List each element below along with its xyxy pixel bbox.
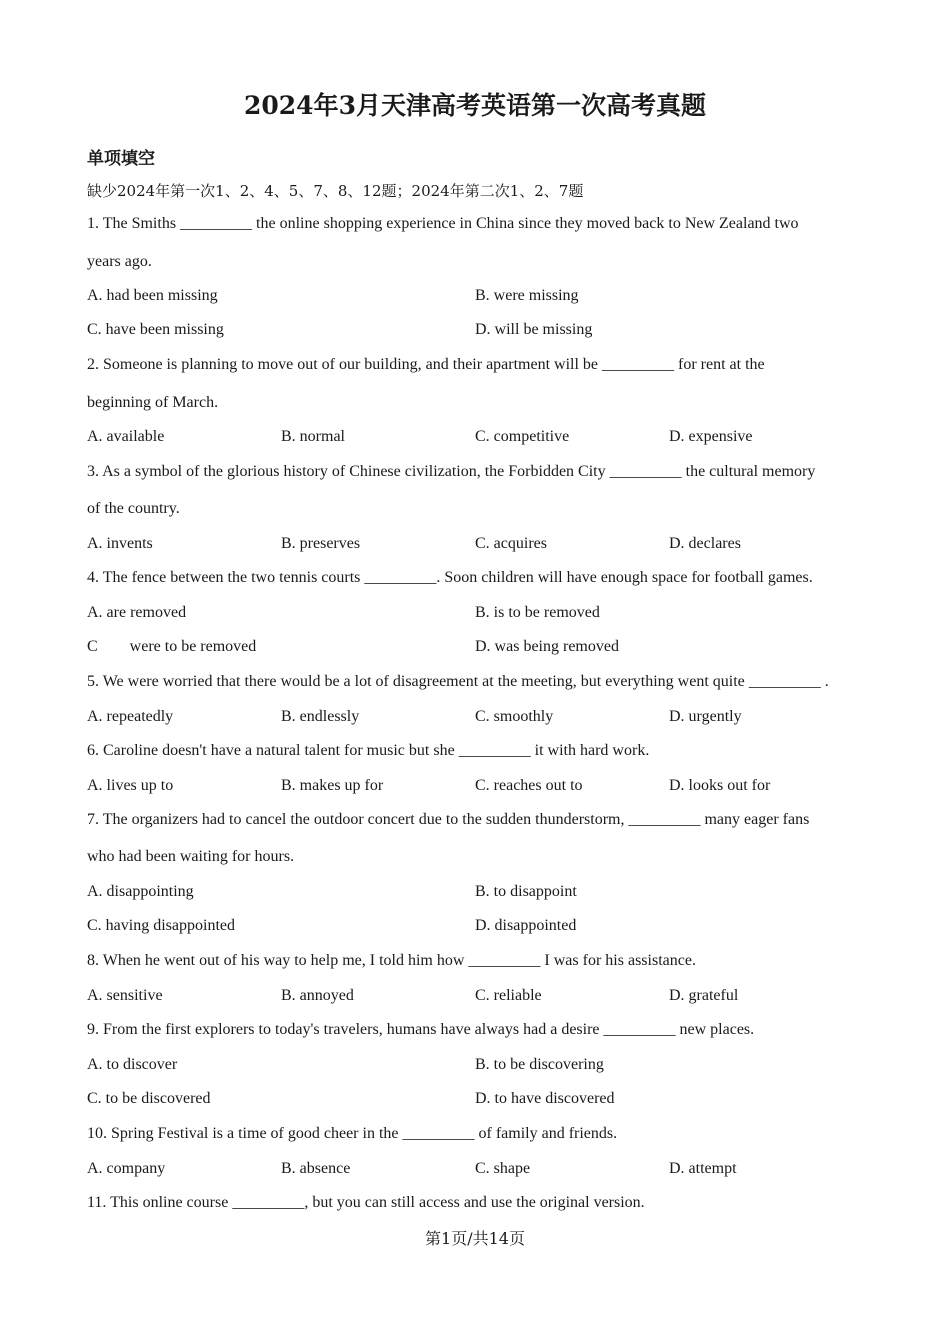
question-4-line-1: 4. The fence between the two tennis courts _________. Soon children will have enough space for football games.	[87, 569, 813, 586]
question-3-option-a: A. invents	[87, 535, 153, 552]
question-4-option-c: C were to be removed	[87, 638, 257, 655]
question-7-option-d: D. disappointed	[475, 917, 577, 934]
question-1-option-c: C. have been missing	[87, 321, 224, 338]
question-1-line-2: years ago.	[87, 253, 152, 270]
question-10-option-b: B. absence	[281, 1160, 351, 1177]
question-6-option-a: A. lives up to	[87, 777, 174, 794]
question-3-option-b: B. preserves	[281, 535, 361, 552]
question-3-line-1: 3. As a symbol of the glorious history of Chinese civilization, the Forbidden City _________ the cultural memory	[87, 463, 816, 480]
question-2-option-c: C. competitive	[475, 428, 570, 445]
question-11-line-1: 11. This online course _________, but you can still access and use the original version.	[87, 1194, 645, 1211]
question-8-option-a: A. sensitive	[87, 987, 163, 1004]
page-footer: 第1页/共14页	[425, 1229, 525, 1248]
question-6-line-1: 6. Caroline doesn't have a natural talent for music but she _________ it with hard work.	[87, 742, 650, 759]
question-8-line-1: 8. When he went out of his way to help me, I told him how _________ I was for his assistance.	[87, 952, 696, 969]
question-10-option-c: C. shape	[475, 1160, 531, 1177]
question-5-line-1: 5. We were worried that there would be a lot of disagreement at the meeting, but everything went quite _________ .	[87, 673, 829, 690]
section-heading: 单项填空	[87, 149, 155, 169]
question-10-option-a: A. company	[87, 1160, 166, 1177]
question-3-option-d: D. declares	[669, 535, 741, 552]
question-2-option-b: B. normal	[281, 428, 345, 445]
question-3-line-2: of the country.	[87, 500, 180, 517]
question-4-option-a: A. are removed	[87, 604, 187, 621]
question-1-option-b: B. were missing	[475, 287, 579, 304]
question-5-option-a: A. repeatedly	[87, 708, 174, 725]
question-2-line-2: beginning of March.	[87, 394, 219, 411]
question-9-option-d: D. to have discovered	[475, 1090, 615, 1107]
question-2-line-1: 2. Someone is planning to move out of our building, and their apartment will be _________ for rent at the	[87, 356, 765, 373]
question-8-option-c: C. reliable	[475, 987, 542, 1004]
question-7-option-a: A. disappointing	[87, 883, 194, 900]
question-8-option-d: D. grateful	[669, 987, 739, 1004]
question-4-option-d: D. was being removed	[475, 638, 619, 655]
question-8-option-b: B. annoyed	[281, 987, 354, 1004]
question-9-option-a: A. to discover	[87, 1056, 178, 1073]
question-2-option-d: D. expensive	[669, 428, 753, 445]
page-title: 2024年3月天津高考英语第一次高考真题	[244, 91, 706, 120]
question-9-option-b: B. to be discovering	[475, 1056, 604, 1073]
missing-note: 缺少2024年第一次1、2、4、5、7、8、12题；2024年第二次1、2、7题	[87, 182, 584, 200]
question-6-option-c: C. reaches out to	[475, 777, 583, 794]
question-10-option-d: D. attempt	[669, 1160, 737, 1177]
question-2-option-a: A. available	[87, 428, 165, 445]
question-7-option-b: B. to disappoint	[475, 883, 577, 900]
question-6-option-d: D. looks out for	[669, 777, 771, 794]
question-1-option-d: D. will be missing	[475, 321, 593, 338]
question-7-option-c: C. having disappointed	[87, 917, 235, 934]
question-7-line-1: 7. The organizers had to cancel the outdoor concert due to the sudden thunderstorm, _________ many eager fans	[87, 811, 810, 828]
question-9-option-c: C. to be discovered	[87, 1090, 211, 1107]
question-9-line-1: 9. From the first explorers to today's travelers, humans have always had a desire _________ new places.	[87, 1021, 755, 1038]
question-6-option-b: B. makes up for	[281, 777, 384, 794]
question-1-line-1: 1. The Smiths _________ the online shopping experience in China since they moved back to New Zealand two	[87, 215, 799, 232]
question-4-option-b: B. is to be removed	[475, 604, 600, 621]
question-5-option-c: C. smoothly	[475, 708, 554, 725]
question-1-option-a: A. had been missing	[87, 287, 218, 304]
question-5-option-d: D. urgently	[669, 708, 742, 725]
question-7-line-2: who had been waiting for hours.	[87, 848, 295, 865]
question-5-option-b: B. endlessly	[281, 708, 360, 725]
question-3-option-c: C. acquires	[475, 535, 547, 552]
question-10-line-1: 10. Spring Festival is a time of good cheer in the _________ of family and friends.	[87, 1125, 618, 1142]
